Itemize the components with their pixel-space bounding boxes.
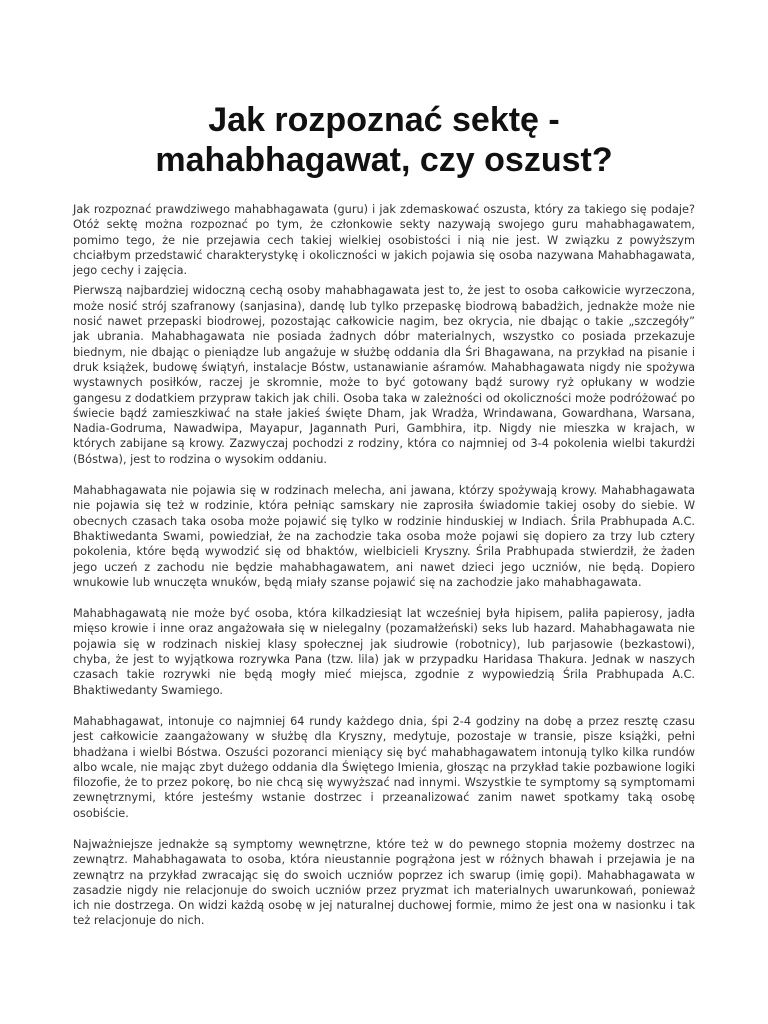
paragraph-disqualifications: Mahabhagawatą nie może być osoba, która kilkadziesiąt lat wcześniej była hipisem, paliła papierosy, jadła mięso krowie i inne oraz angażowała się w nielegalny (pozamałżeński) seks lub hazard. Mahabhagawata nie pojawia się w rodzinach niskiej klasy społecznej jak siudrowie (robotnicy), lub parjasowie (bezkastowi), chyba, że jest to wyjątkowa rozrywka Pana (tzw. lila) jak w przypadku Haridasa Thakura. Jednak w naszych czasach takie rozrywki nie będą mogły mieć miejsca, zgodnie z wypowiedzią Śrila Prabhupada A.C. Bhaktiwedanty Swamiego. (73, 607, 695, 697)
document-title-line-2: mahabhagawat, czy oszust? (155, 141, 613, 179)
paragraph-internal-symptoms: Najważniejsze jednakże są symptomy wewnętrzne, które też w do pewnego stopnia możemy dostrzec na zewnątrz. Mahabhagawata to osoba, która nieustannie pogrążona jest w różnych bhawah i przejawia je na zewnątrz na przykład zwracając się do swoich uczniów poprzez ich swarup (imię gopi). Mahabhagawata w zasadzie nigdy nie relacjonuje do swoich uczniów przez pryzmat ich materialnych uwarunkowań, ponieważ ich nie dostrzega. On widzi każdą osobę w jej naturalnej duchowej formie, mimo że jest ona w nasionku i tak też relacjonuje do nich. (73, 837, 695, 928)
document-title (73, 100, 695, 180)
document-title-line-1: Jak rozpoznać sektę - (208, 101, 560, 139)
paragraph-intro: Jak rozpoznać prawdziwego mahabhagawata (guru) i jak zdemaskować oszusta, który za takiego się podaje? Otóż sektę można rozpoznać po tym, że członkowie sekty nazywają swojego guru mahabhagawatem, pomimo tego, że nie przejawia cech takiej wielkiej osobistości i nią nie jest. W związku z powyższym chciałbym przedstawić charakterystykę i okoliczności w jakich pojawia się osoba nazywana Mahabhagawata, jego cechy i zajęcia. (73, 203, 695, 278)
paragraph-practices: Mahabhagawat, intonuje co najmniej 64 rundy każdego dnia, śpi 2-4 godziny na dobę a przez resztę czasu jest całkowicie zaangażowany w służbę dla Kryszny, medytuje, pozostaje w transie, pisze książki, pełni bhadżana i wielbi Bóstwa. Oszuści pozoranci mieniący się być mahabhagawatem intonują tylko kilka rundów albo wcale, nie mając zbyt dużego oddania dla Świętego Imienia, głosząc na przykład takie pozbawione logiki filozofie, że to przez pokorę, bo nie chcą się wywyższać nad innymi. Wszystkie te symptomy są symptomami zewnętrznymi, które jesteśmy wstanie dostrzec i przeanalizować zanim nawet spotkamy taką osobę osobiście. (73, 714, 695, 820)
paragraph-birth-families: Mahabhagawata nie pojawia się w rodzinach melecha, ani jawana, którzy spożywają krowy. Mahabhagawata nie pojawia się też w rodzinie, która pełniąc samskary nie zaprosiła świadomie takiej osoby do siebie. W obecnych czasach taka osoba może pojawić się tylko w rodzinie hinduskiej w Indiach. Śrila Prabhupada A.C. Bhaktiwedanta Swami, powiedział, że na zachodzie taka osoba może pojawi się dopiero za trzy lub cztery pokolenia, które będą wywodzić się od bhaktów, wielbicieli Kryszny. Śrila Prabhupada stwierdził, że żaden jego uczeń z zachodu nie będzie mahabhagawatem, ani nawet dzieci jego uczniów, nie będą. Dopiero wnukowie lub wnuczęta wnuków, będą miały szanse pojawić się na zachodzie jako mahabhagawata. (73, 484, 695, 589)
paragraph-characteristics: Pierwszą najbardziej widoczną cechą osoby mahabhagawata jest to, że jest to osoba całkowicie wyrzeczona, może nosić strój szafranowy (sanjasina), dandę lub tylko przepaskę biodrową babadżich, jednakże może nie nosić nawet przepaski biodrowej, pozostając całkowicie nagim, bez okrycia, nie dbając o takie „szczegóły” jak ubrania. Mahabhagawata nie posiada żadnych dóbr materialnych, wszystko co posiada przekazuje biednym, nie dbając o pieniądze lub angażuje w służbę oddania dla Śri Bhagawana, na przykład na pisanie i druk książek, budowę świątyń, instalacje Bóstw, ustanawianie aśramów. Mahabhagawata nigdy nie spożywa wystawnych posiłków, raczej je skromnie, może to być gotowany bądź surowy ryż opłukany w wodzie gangesu z dodatkiem przypraw takich jak chili. Osoba taka w zależności od okoliczności może podróżować po świecie bądź zamieszkiwać na stałe jakieś święte Dham, jak Wradża, Wrindawana, Gowardhana, Warsana, Nadia-Godruma, Nawadwipa, Mayapur, Jagannath Puri, Gambhira, itp. Nigdy nie mieszka w krajach, w których zabijane są krowy. Zazwyczaj pochodzi z rodziny, która co najmniej od 3-4 pokolenia wielbi takurdżi (Bóstwa), jest to rodzina o wysokim oddaniu. (73, 284, 695, 466)
